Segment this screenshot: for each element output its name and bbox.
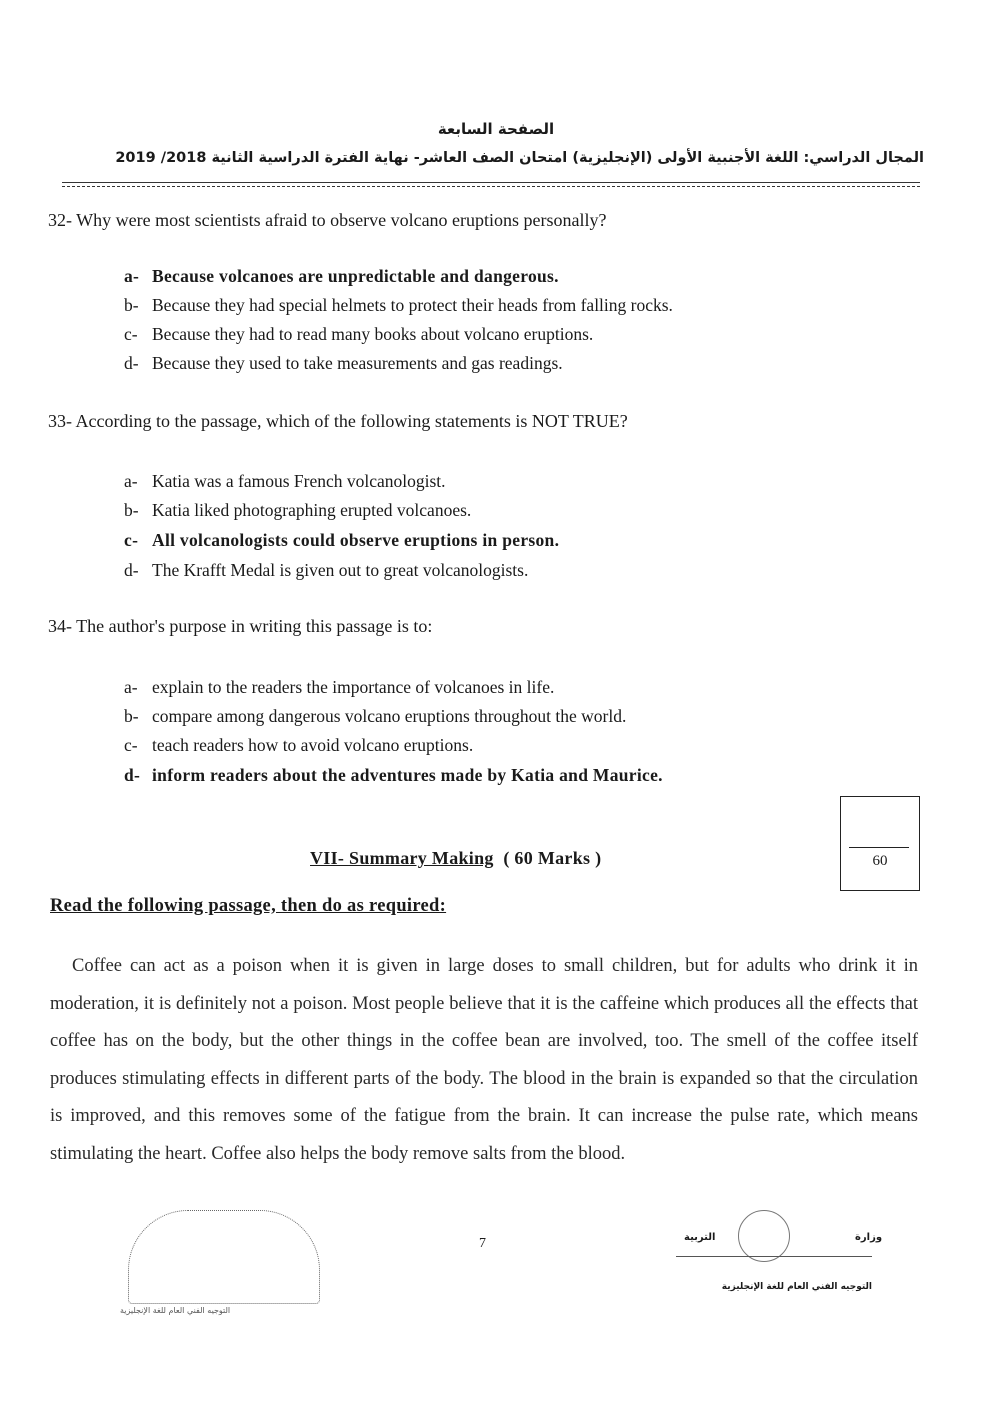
logo-line [676,1256,872,1257]
passage: Coffee can act as a poison when it is given in large doses to small children, but for adults who drink it in moderation, it is definitely not a poison. Most people believe that it is the caffeine which produces all the effects that coffee has on the body, but the other things in the coffee bean are involved, too. The smell of the coffee itself produces stimulating effects in different parts of the body. The blood in the brain is expanded so that the circulation is improved, and this removes some of the fatigue from the brain. It can increase the pulse rate, which means stimulating the heart. Coffee also helps the body remove salts from the blood. [50,956,918,1164]
option-34d: d- inform readers about the adventures made by Katia and Maurice. [124,765,663,785]
option-33d: d- The Krafft Medal is given out to great volcanologists. [124,560,529,580]
department-name: التوجيه الفني العام للغة الإنجليزية [721,1282,872,1292]
question-32: 32- Why were most scientists afraid to observe volcano eruptions personally? [48,210,607,230]
score-total: 60 [872,853,888,869]
ministry-word-left: وزارة [855,1232,883,1243]
option-32b: b- Because they had special helmets to protect their heads from falling rocks. [124,295,673,315]
page-number: 7 [479,1236,486,1251]
option-34a: a- explain to the readers the importance of volcanoes in life. [124,677,555,697]
question-33: 33- According to the passage, which of the following statements is NOT TRUE? [48,411,628,431]
option-32d: d- Because they used to take measurements and gas readings. [124,353,563,373]
option-32a: a- Because volcanoes are unpredictable and dangerous. [124,266,559,286]
instruction: Read the following passage, then do as required: [50,896,447,916]
option-34c: c- teach readers how to avoid volcano eruptions. [124,735,474,755]
stamp-caption: التوجيه الفني العام للغة الإنجليزية [120,1306,231,1315]
option-33a: a- Katia was a famous French volcanologist. [124,471,446,491]
question-34: 34- The author's purpose in writing this passage is to: [48,616,433,636]
header-divider-2 [62,186,920,187]
score-box [840,796,920,891]
option-32c: c- Because they had to read many books about volcano eruptions. [124,324,594,344]
exam-subtitle-arabic: المجال الدراسي: اللغة الأجنبية الأولى (الإنجليزية) امتحان الصف العاشر- نهاية الفترة الدراسية الثانية 2018/ 2019 [115,150,924,166]
ministry-logo [738,1210,790,1262]
ministry-word-right: التربية [684,1232,716,1243]
section-heading: VII- Summary Making ( 60 Marks ) [310,848,602,868]
option-33c: c- All volcanologists could observe eruptions in person. [124,530,560,550]
page-title-arabic: الصفحة السابعة [437,120,555,138]
header-divider [62,182,920,183]
option-34b: b- compare among dangerous volcano eruptions throughout the world. [124,706,627,726]
score-line [849,847,909,848]
option-33b: b- Katia liked photographing erupted volcanoes. [124,500,472,520]
official-stamp [128,1210,320,1304]
